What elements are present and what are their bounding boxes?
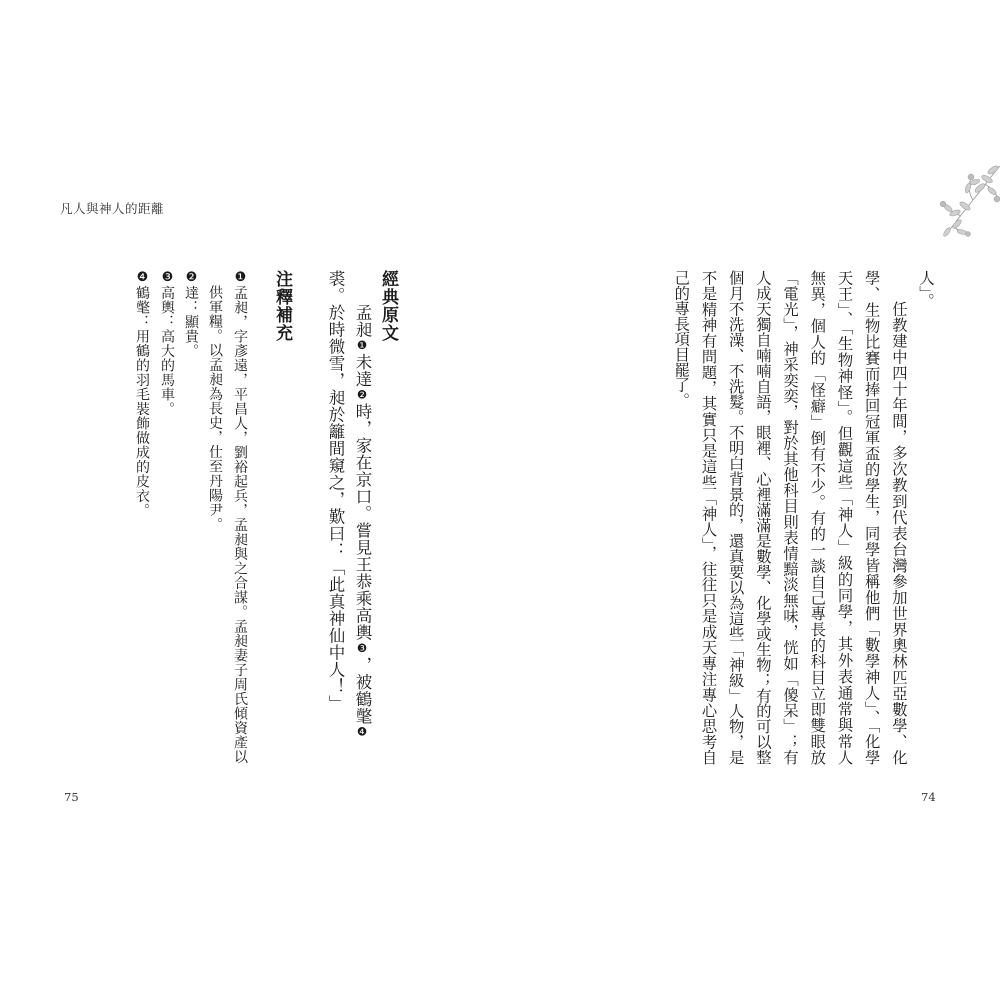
body-column: 己的專長項目罷了。 — [672, 270, 691, 408]
classic-text-segment: ，被鶴氅 — [353, 656, 372, 725]
notes-heading: 注釋補充 — [272, 270, 292, 342]
page-number-right: 74 — [921, 790, 936, 804]
note-text: 高輿：高大的馬車。 — [159, 285, 175, 416]
classic-text-heading: 經典原文 — [378, 270, 398, 342]
classic-text-line — [349, 270, 376, 740]
body-column: 任教建中四十年間，多次教到代表台灣參加世界奧林匹亞數學、化 — [889, 301, 908, 765]
body-column: 無異，個人的「怪癖」倒有不少。有的一談自己專長的科目立即雙眼放 — [808, 270, 827, 765]
body-column: 不是精神有問題，其實只是這些「神人」，往往只是成天專注專心思考自 — [699, 270, 718, 765]
classic-text-segment: 孟昶 — [353, 304, 372, 338]
classic-text-segment: 未達 — [353, 353, 372, 388]
page-number-left: 75 — [64, 790, 79, 804]
note-item-1-continuation: 供軍糧。以孟昶為長史，仕至丹陽尹。 — [207, 285, 223, 532]
footnote-marker: ❹ — [355, 724, 369, 740]
classic-text-line — [322, 270, 349, 712]
footnote-marker: ❸ — [355, 641, 369, 657]
note-marker: ❹ — [135, 270, 150, 286]
running-header: 凡人與神人的距離 — [60, 201, 165, 216]
note-text: 鶴氅：用鶴的羽毛裝飾做成的皮衣。 — [134, 285, 150, 518]
classic-text-segment: 時，家在京口。嘗見王恭乘高輿 — [353, 403, 372, 641]
body-column: 「電光」，神采奕奕，對於其他科目則表情黯淡無味，恍如「傻呆」；有 — [781, 270, 800, 765]
note-item-3 — [155, 270, 179, 416]
footnote-marker: ❶ — [355, 338, 369, 354]
note-text: 達：顯貴。 — [183, 285, 199, 358]
note-item-4 — [130, 270, 154, 518]
body-column: 人成天獨自喃喃自語，眼裡、心裡滿滿是數學、化學或生物；有的可以整 — [753, 270, 772, 765]
note-marker: ❸ — [160, 270, 175, 286]
body-column: 學、生物比賽而捧回冠軍盃的學生，同學皆稱他們「數學神人」、「化學 — [862, 270, 881, 765]
note-text: 孟昶，字彥遠，平昌人，劉裕起兵，孟昶與之合謀。孟昶妻子周氏傾資產以 — [232, 285, 248, 764]
note-item-1 — [228, 270, 252, 764]
note-marker: ❷ — [184, 270, 199, 286]
note-item-2 — [179, 270, 203, 358]
floral-sprig-icon — [935, 158, 1000, 240]
body-column: 人」。 — [917, 270, 936, 309]
classic-text-segment: 裘。於時微雪，昶於籬間窺之，歎曰：「此真神仙中人！」 — [326, 270, 345, 712]
note-marker: ❶ — [233, 270, 248, 286]
footnote-marker: ❷ — [355, 387, 369, 403]
body-column: 天王」、「生物神怪」。但觀這些「神人」級的同學，其外表通常與常人 — [835, 270, 854, 765]
body-column: 個月不洗澡、不洗髮。不明白背景的，還真要以為這些「神級」人物，是 — [726, 270, 745, 765]
